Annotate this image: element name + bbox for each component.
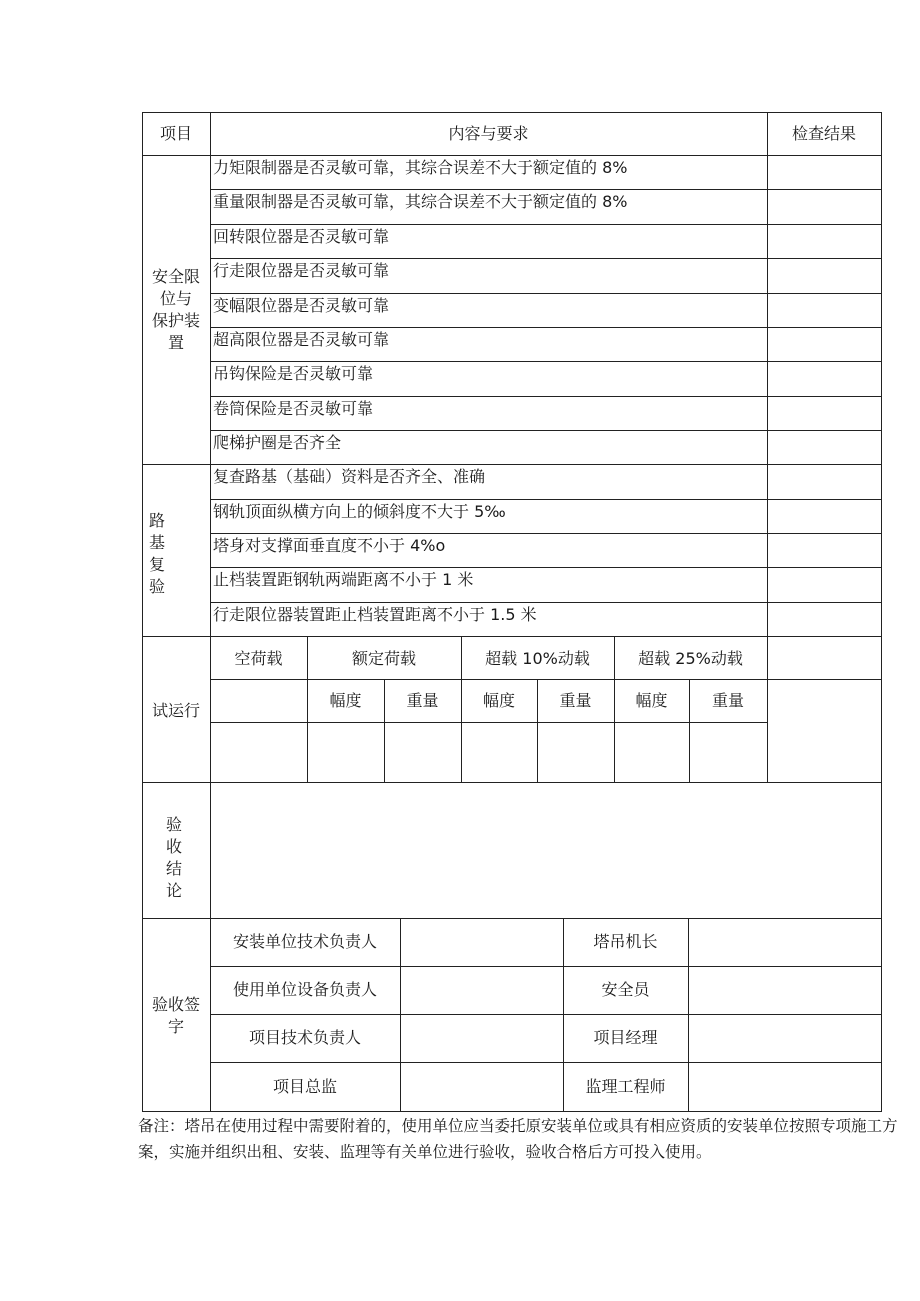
safety-row: 行走限位器是否灵敏可靠 <box>213 261 390 280</box>
trial-subheader: 幅度 <box>482 691 515 710</box>
roadbed-label: 路 基 复 验 <box>148 511 165 596</box>
safety-label: 安全限 位与 保护装 置 <box>151 267 200 352</box>
trial-subheader: 重量 <box>711 691 744 710</box>
footnote: 备注：塔吊在使用过程中需要附着的，使用单位应当委托原安装单位或具有相应资质的安装单位按照专项施工方案，实施并组织出租、安装、监理等有关单位进行验收，验收合格后方可投入使用。 <box>138 1117 898 1161</box>
conclusion-label: 验 收 结 论 <box>165 815 182 900</box>
safety-row: 吊钩保险是否灵敏可靠 <box>213 364 374 383</box>
signature-role-right: 安全员 <box>601 980 650 999</box>
safety-row: 重量限制器是否灵敏可靠，其综合误差不大于额定值的 8% <box>213 192 628 211</box>
roadbed-row: 行走限位器装置距止档装置距离不小于 1.5 米 <box>213 605 537 624</box>
conclusion-field[interactable] <box>211 783 881 918</box>
trial-subheader: 重量 <box>559 691 592 710</box>
signature-role-right: 塔吊机长 <box>593 932 658 951</box>
safety-row: 卷筒保险是否灵敏可靠 <box>213 399 374 418</box>
header-result: 检查结果 <box>791 124 856 143</box>
signature-role-left: 项目技术负责人 <box>248 1028 361 1047</box>
safety-row: 力矩限制器是否灵敏可靠，其综合误差不大于额定值的 8% <box>213 158 628 177</box>
signature-role-left: 安装单位技术负责人 <box>232 932 377 951</box>
safety-row: 爬梯护圈是否齐全 <box>213 433 342 452</box>
trial-subheader: 幅度 <box>635 691 668 710</box>
signature-role-left: 使用单位设备负责人 <box>232 980 377 999</box>
trial-label: 试运行 <box>151 701 200 720</box>
roadbed-row: 复查路基（基础）资料是否齐全、准确 <box>213 467 486 486</box>
safety-row: 变幅限位器是否灵敏可靠 <box>213 296 390 315</box>
roadbed-row: 止档装置距钢轨两端距离不小于 1 米 <box>213 570 474 589</box>
signature-label: 验收签 字 <box>151 995 200 1036</box>
trial-subheader: 重量 <box>406 691 439 710</box>
signature-role-right: 监理工程师 <box>585 1077 666 1096</box>
trial-header: 超载 25%动载 <box>638 649 743 668</box>
safety-row: 超高限位器是否灵敏可靠 <box>213 330 390 349</box>
trial-header: 超载 10%动载 <box>485 649 590 668</box>
signature-role-right: 项目经理 <box>593 1028 658 1047</box>
roadbed-row: 钢轨顶面纵横方向上的倾斜度不大于 5‰ <box>213 502 506 521</box>
trial-subheader: 幅度 <box>329 691 362 710</box>
roadbed-row: 塔身对支撑面垂直度不小于 4%o <box>213 536 446 555</box>
trial-header: 空荷载 <box>234 649 283 668</box>
signature-role-left: 项目总监 <box>272 1077 337 1096</box>
safety-row: 回转限位器是否灵敏可靠 <box>213 227 390 246</box>
trial-header: 额定荷载 <box>351 649 416 668</box>
header-content: 内容与要求 <box>448 124 529 143</box>
header-item: 项目 <box>159 124 192 143</box>
